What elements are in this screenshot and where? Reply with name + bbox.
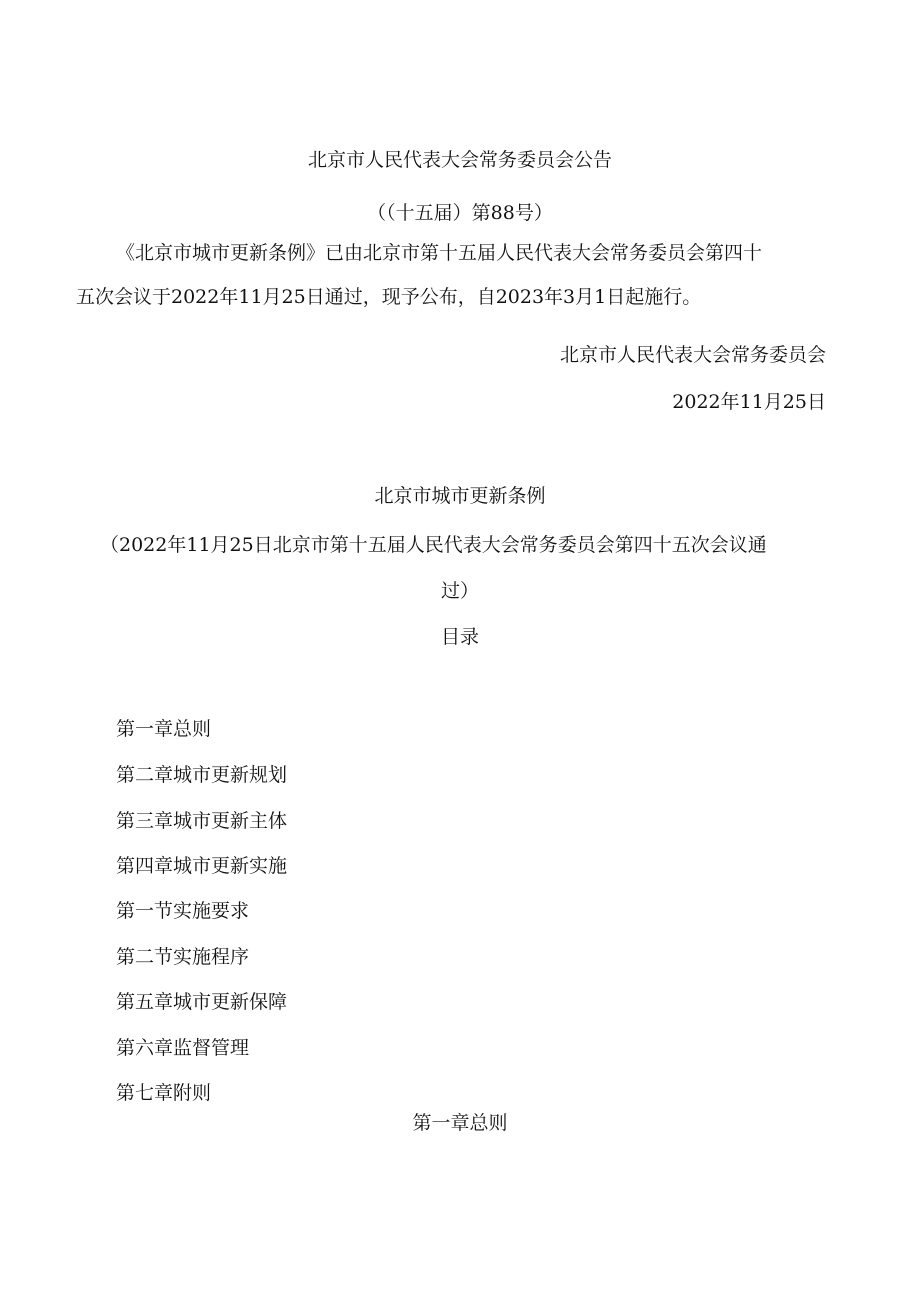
announcement-date: 2022年11月25日 — [672, 391, 826, 413]
regulation-title: 北京市城市更新条例 — [374, 485, 546, 507]
toc-item: 第二节实施程序 — [116, 946, 250, 968]
toc-item: 第五章城市更新保障 — [116, 991, 288, 1013]
toc-heading: 目录 — [440, 626, 479, 648]
announcement-body-line-2: 五次会议于2022年11月25日通过，现予公布，自2023年3月1日起施行。 — [76, 286, 702, 308]
announcement-signatory: 北京市人民代表大会常务委员会 — [559, 344, 826, 366]
regulation-passage-line-1: （2022年11月25日北京市第十五届人民代表大会常务委员会第四十五次会议通 — [100, 534, 767, 556]
announcement-number: （（十五届）第88号） — [367, 202, 553, 224]
toc-item: 第二章城市更新规划 — [116, 764, 288, 786]
toc-item: 第一节实施要求 — [116, 900, 250, 922]
toc-item: 第四章城市更新实施 — [116, 855, 288, 877]
toc-item: 第一章总则 — [116, 718, 212, 740]
toc-item: 第三章城市更新主体 — [116, 810, 288, 832]
regulation-passage-line-2: 过） — [440, 580, 479, 602]
announcement-title: 北京市人民代表大会常务委员会公告 — [307, 149, 612, 171]
announcement-body-line-1: 《北京市城市更新条例》已由北京市第十五届人民代表大会常务委员会第四十 — [116, 242, 763, 264]
chapter-heading: 第一章总则 — [412, 1112, 508, 1134]
toc-item: 第七章附则 — [116, 1082, 212, 1104]
toc-item: 第六章监督管理 — [116, 1037, 250, 1059]
